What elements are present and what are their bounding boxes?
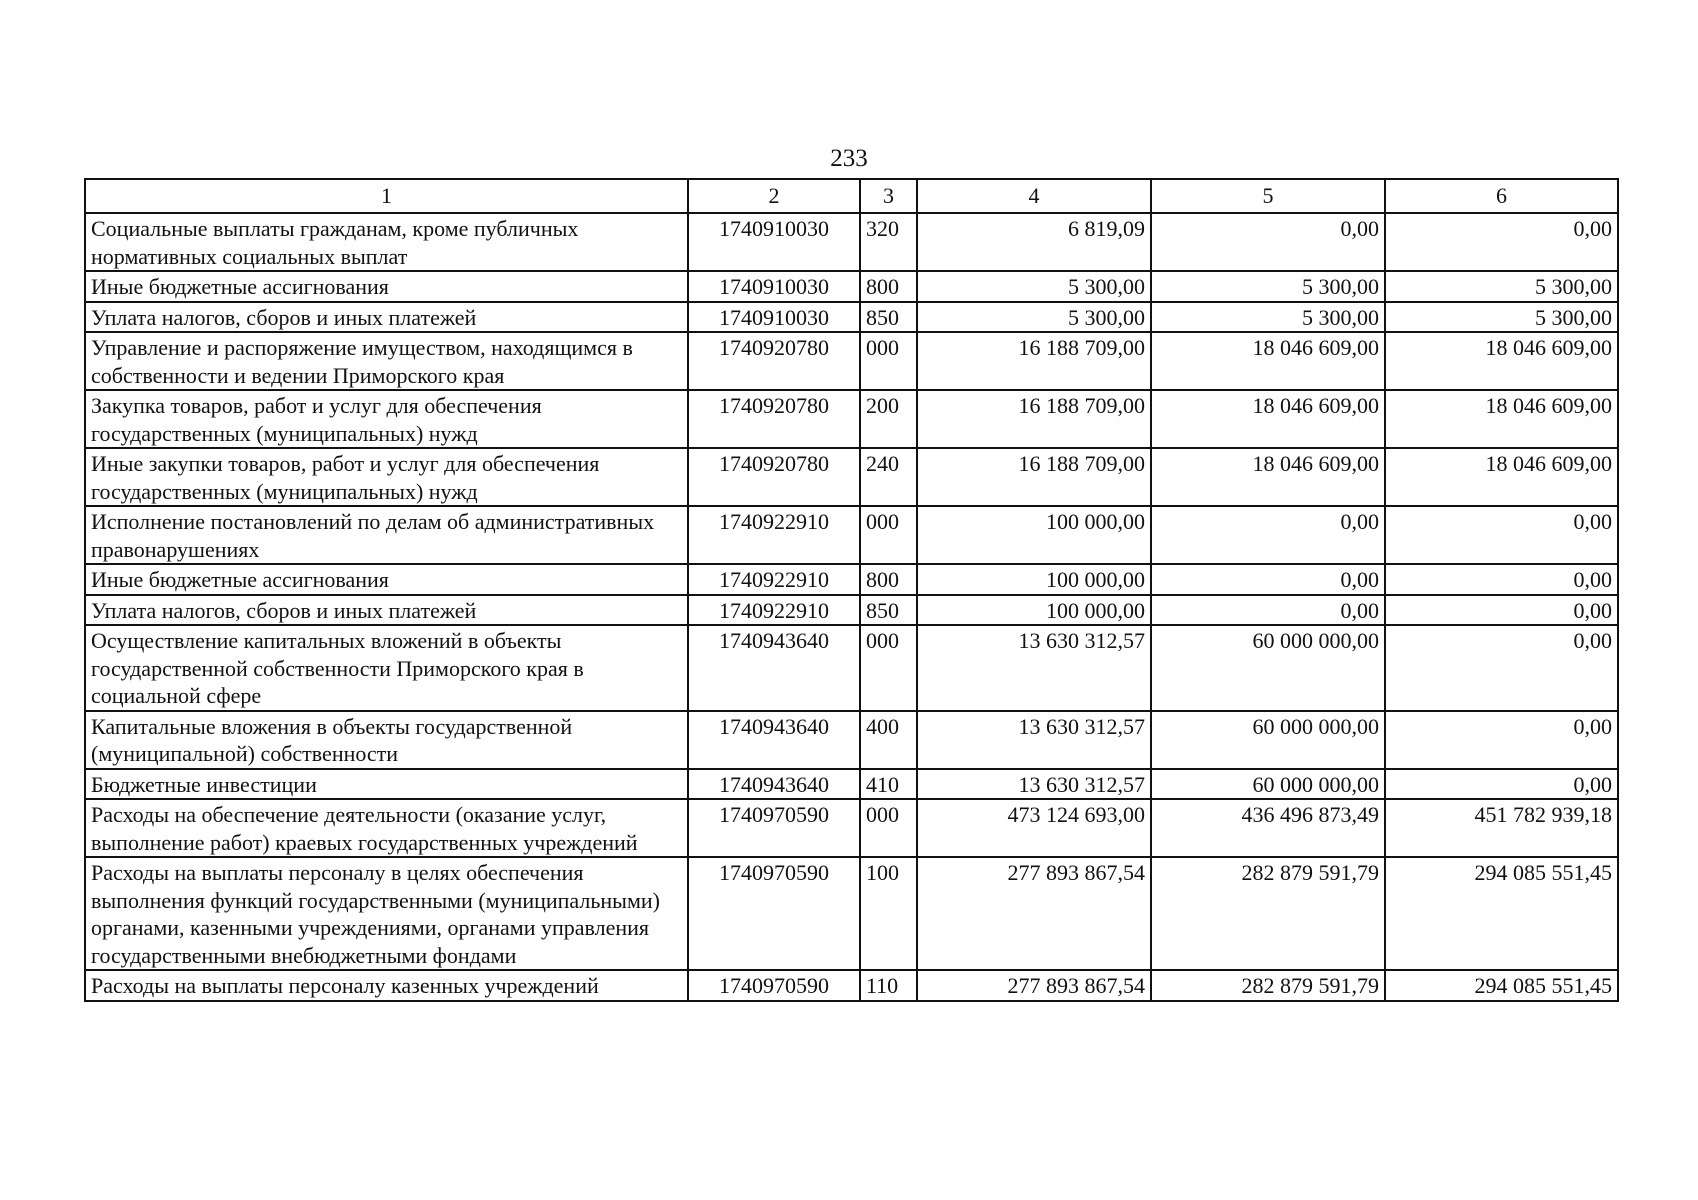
target-code-cell: 1740943640 bbox=[688, 769, 860, 800]
row-name-cell: Осуществление капитальных вложений в объекты государственной собственности Приморского края в социальной сфере bbox=[85, 625, 688, 711]
target-code-cell: 1740910030 bbox=[688, 271, 860, 302]
expense-type-cell: 410 bbox=[860, 769, 917, 800]
target-code-cell: 1740920780 bbox=[688, 390, 860, 448]
value-col5-cell: 18 046 609,00 bbox=[1151, 332, 1385, 390]
value-col4-cell: 473 124 693,00 bbox=[917, 799, 1151, 857]
value-col6-cell: 0,00 bbox=[1385, 595, 1618, 626]
value-col6-cell: 0,00 bbox=[1385, 711, 1618, 769]
value-col6-cell: 0,00 bbox=[1385, 625, 1618, 711]
table-row bbox=[85, 595, 1618, 626]
target-code-cell: 1740910030 bbox=[688, 302, 860, 333]
value-col4-cell: 100 000,00 bbox=[917, 595, 1151, 626]
value-col6-cell: 0,00 bbox=[1385, 506, 1618, 564]
expense-type-cell: 100 bbox=[860, 857, 917, 970]
value-col4-cell: 277 893 867,54 bbox=[917, 857, 1151, 970]
table-row bbox=[85, 271, 1618, 302]
table-row bbox=[85, 564, 1618, 595]
value-col4-cell: 13 630 312,57 bbox=[917, 625, 1151, 711]
table-row bbox=[85, 799, 1618, 857]
row-name-cell: Исполнение постановлений по делам об административных правонарушениях bbox=[85, 506, 688, 564]
row-name-cell: Расходы на обеспечение деятельности (оказание услуг, выполнение работ) краевых государственных учреждений bbox=[85, 799, 688, 857]
value-col6-cell: 451 782 939,18 bbox=[1385, 799, 1618, 857]
expense-type-cell: 200 bbox=[860, 390, 917, 448]
row-name-cell: Бюджетные инвестиции bbox=[85, 769, 688, 800]
value-col4-cell: 16 188 709,00 bbox=[917, 332, 1151, 390]
value-col5-cell: 0,00 bbox=[1151, 564, 1385, 595]
column-header: 5 bbox=[1151, 179, 1385, 213]
value-col5-cell: 0,00 bbox=[1151, 506, 1385, 564]
value-col5-cell: 0,00 bbox=[1151, 595, 1385, 626]
value-col5-cell: 18 046 609,00 bbox=[1151, 390, 1385, 448]
value-col5-cell: 60 000 000,00 bbox=[1151, 711, 1385, 769]
value-col6-cell: 294 085 551,45 bbox=[1385, 857, 1618, 970]
expense-type-cell: 400 bbox=[860, 711, 917, 769]
expense-type-cell: 240 bbox=[860, 448, 917, 506]
row-name-cell: Капитальные вложения в объекты государственной (муниципальной) собственности bbox=[85, 711, 688, 769]
value-col4-cell: 100 000,00 bbox=[917, 506, 1151, 564]
target-code-cell: 1740943640 bbox=[688, 711, 860, 769]
table-row bbox=[85, 448, 1618, 506]
expense-type-cell: 110 bbox=[860, 970, 917, 1001]
table-row bbox=[85, 213, 1618, 271]
value-col4-cell: 5 300,00 bbox=[917, 302, 1151, 333]
value-col5-cell: 60 000 000,00 bbox=[1151, 625, 1385, 711]
target-code-cell: 1740922910 bbox=[688, 506, 860, 564]
value-col6-cell: 18 046 609,00 bbox=[1385, 332, 1618, 390]
value-col4-cell: 100 000,00 bbox=[917, 564, 1151, 595]
row-name-cell: Социальные выплаты гражданам, кроме публичных нормативных социальных выплат bbox=[85, 213, 688, 271]
value-col5-cell: 18 046 609,00 bbox=[1151, 448, 1385, 506]
header-row bbox=[85, 179, 1618, 213]
value-col6-cell: 294 085 551,45 bbox=[1385, 970, 1618, 1001]
table-row bbox=[85, 970, 1618, 1001]
row-name-cell: Управление и распоряжение имуществом, находящимся в собственности и ведении Приморского края bbox=[85, 332, 688, 390]
target-code-cell: 1740920780 bbox=[688, 332, 860, 390]
column-header: 6 bbox=[1385, 179, 1618, 213]
row-name-cell: Иные бюджетные ассигнования bbox=[85, 271, 688, 302]
value-col4-cell: 277 893 867,54 bbox=[917, 970, 1151, 1001]
value-col6-cell: 18 046 609,00 bbox=[1385, 448, 1618, 506]
table-row bbox=[85, 390, 1618, 448]
value-col4-cell: 16 188 709,00 bbox=[917, 390, 1151, 448]
table-row bbox=[85, 769, 1618, 800]
target-code-cell: 1740922910 bbox=[688, 564, 860, 595]
value-col6-cell: 18 046 609,00 bbox=[1385, 390, 1618, 448]
value-col5-cell: 282 879 591,79 bbox=[1151, 857, 1385, 970]
value-col4-cell: 16 188 709,00 bbox=[917, 448, 1151, 506]
value-col4-cell: 6 819,09 bbox=[917, 213, 1151, 271]
value-col6-cell: 5 300,00 bbox=[1385, 302, 1618, 333]
value-col5-cell: 5 300,00 bbox=[1151, 271, 1385, 302]
target-code-cell: 1740970590 bbox=[688, 970, 860, 1001]
column-header: 4 bbox=[917, 179, 1151, 213]
target-code-cell: 1740922910 bbox=[688, 595, 860, 626]
row-name-cell: Иные закупки товаров, работ и услуг для обеспечения государственных (муниципальных) нужд bbox=[85, 448, 688, 506]
target-code-cell: 1740970590 bbox=[688, 857, 860, 970]
row-name-cell: Уплата налогов, сборов и иных платежей bbox=[85, 595, 688, 626]
budget-table bbox=[84, 178, 1619, 1002]
expense-type-cell: 000 bbox=[860, 799, 917, 857]
table-body bbox=[85, 213, 1618, 1001]
value-col5-cell: 436 496 873,49 bbox=[1151, 799, 1385, 857]
expense-type-cell: 000 bbox=[860, 625, 917, 711]
table-row bbox=[85, 302, 1618, 333]
expense-type-cell: 320 bbox=[860, 213, 917, 271]
target-code-cell: 1740920780 bbox=[688, 448, 860, 506]
table-row bbox=[85, 625, 1618, 711]
column-header: 2 bbox=[688, 179, 860, 213]
expense-type-cell: 000 bbox=[860, 332, 917, 390]
expense-type-cell: 850 bbox=[860, 302, 917, 333]
value-col5-cell: 5 300,00 bbox=[1151, 302, 1385, 333]
table-row bbox=[85, 332, 1618, 390]
value-col6-cell: 5 300,00 bbox=[1385, 271, 1618, 302]
value-col5-cell: 0,00 bbox=[1151, 213, 1385, 271]
page-number: 233 bbox=[830, 145, 868, 172]
row-name-cell: Уплата налогов, сборов и иных платежей bbox=[85, 302, 688, 333]
column-header: 3 bbox=[860, 179, 917, 213]
expense-type-cell: 800 bbox=[860, 564, 917, 595]
value-col5-cell: 60 000 000,00 bbox=[1151, 769, 1385, 800]
value-col4-cell: 13 630 312,57 bbox=[917, 769, 1151, 800]
expense-type-cell: 000 bbox=[860, 506, 917, 564]
expense-type-cell: 850 bbox=[860, 595, 917, 626]
value-col6-cell: 0,00 bbox=[1385, 213, 1618, 271]
table-row bbox=[85, 857, 1618, 970]
value-col4-cell: 13 630 312,57 bbox=[917, 711, 1151, 769]
row-name-cell: Расходы на выплаты персоналу казенных учреждений bbox=[85, 970, 688, 1001]
value-col6-cell: 0,00 bbox=[1385, 564, 1618, 595]
table-row bbox=[85, 506, 1618, 564]
expense-type-cell: 800 bbox=[860, 271, 917, 302]
row-name-cell: Иные бюджетные ассигнования bbox=[85, 564, 688, 595]
value-col6-cell: 0,00 bbox=[1385, 769, 1618, 800]
value-col4-cell: 5 300,00 bbox=[917, 271, 1151, 302]
target-code-cell: 1740910030 bbox=[688, 213, 860, 271]
row-name-cell: Закупка товаров, работ и услуг для обеспечения государственных (муниципальных) нужд bbox=[85, 390, 688, 448]
target-code-cell: 1740970590 bbox=[688, 799, 860, 857]
table-row bbox=[85, 711, 1618, 769]
column-header: 1 bbox=[85, 179, 688, 213]
row-name-cell: Расходы на выплаты персоналу в целях обеспечения выполнения функций государственными (муниципальными) органами, казенными учреждениями, органами управления государственными внебюджетными фондами bbox=[85, 857, 688, 970]
target-code-cell: 1740943640 bbox=[688, 625, 860, 711]
value-col5-cell: 282 879 591,79 bbox=[1151, 970, 1385, 1001]
